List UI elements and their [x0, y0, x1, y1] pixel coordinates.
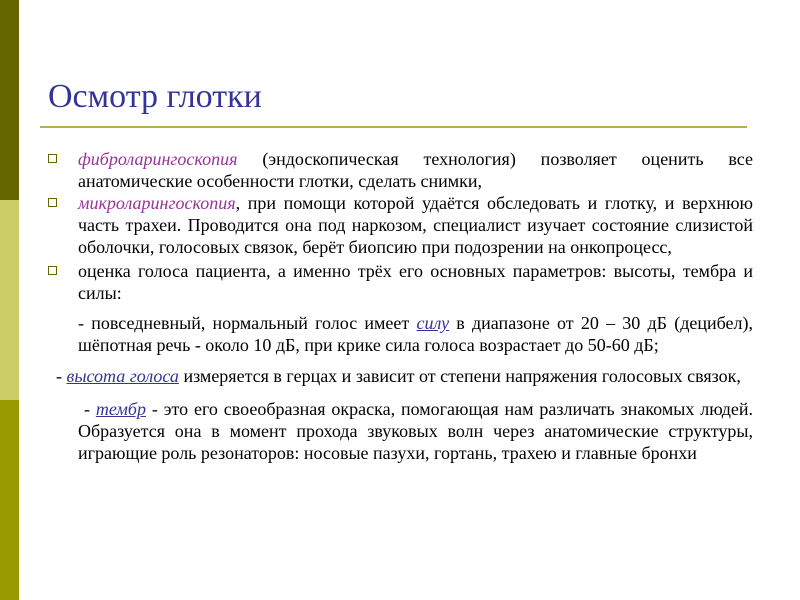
sub-prefix: - повседневный, нормальный голос имеет	[78, 313, 417, 333]
sub-text: в диапазоне от 20 – 30 дБ (децибел), шёпотная речь - около 10 дБ, при крике сила голоса возрастает до 50-60 дБ;	[78, 313, 753, 355]
square-bullet-icon	[48, 266, 57, 275]
side-bar-light	[0, 200, 19, 400]
bullet-item-voice-assessment	[48, 260, 753, 304]
sub-item-voice-pitch	[48, 365, 753, 387]
slide-body	[48, 148, 753, 464]
bullet-item-microlaryngoscopy	[48, 192, 753, 258]
term-timbre: тембр	[95, 399, 146, 419]
term-pitch: высота голоса	[66, 366, 179, 386]
term-fibrolaryngoscopy: фиброларингоскопия	[78, 149, 238, 169]
term-strength: силу	[416, 313, 450, 333]
sub-text: измеряется в герцах и зависит от степени напряжения голосовых связок,	[178, 366, 741, 386]
sub-text: - это его своеобразная окраска, помогающая нам различать знакомых людей. Образуется она в момент прохода звуковых волн через анатомические структуры, играющие роль резонаторов: носовые пазухи, гортань, трахею и главные бронхи	[78, 399, 754, 463]
bullet-text: (эндоскопическая технология) позволяет оценить все анатомические особенности глотки, сделать снимки,	[78, 149, 753, 191]
term-microlaryngoscopy: микроларингоскопия	[78, 193, 236, 213]
square-bullet-icon	[48, 198, 57, 207]
sub-item-voice-strength	[48, 312, 753, 356]
sub-item-voice-timbre	[48, 398, 753, 464]
title-divider	[40, 126, 747, 128]
side-bar-olive	[0, 400, 19, 600]
square-bullet-icon	[48, 154, 57, 163]
sub-prefix: -	[56, 366, 67, 386]
bullet-item-fibrolaryngoscopy	[48, 148, 753, 192]
bullet-text: оценка голоса пациента, а именно трёх его основных параметров: высоты, тембра и силы:	[78, 261, 753, 303]
sub-prefix: -	[84, 399, 96, 419]
bullet-text: , при помощи которой удаётся обследовать и глотку, и верхнюю часть трахеи. Проводится она под наркозом, специалист изучает состояние слизистой оболочки, голосовых связок, берёт биопсию при подозрении на онкопроцесс,	[78, 193, 753, 257]
slide-title: Осмотр глотки	[48, 78, 262, 115]
side-bar-dark	[0, 0, 19, 200]
